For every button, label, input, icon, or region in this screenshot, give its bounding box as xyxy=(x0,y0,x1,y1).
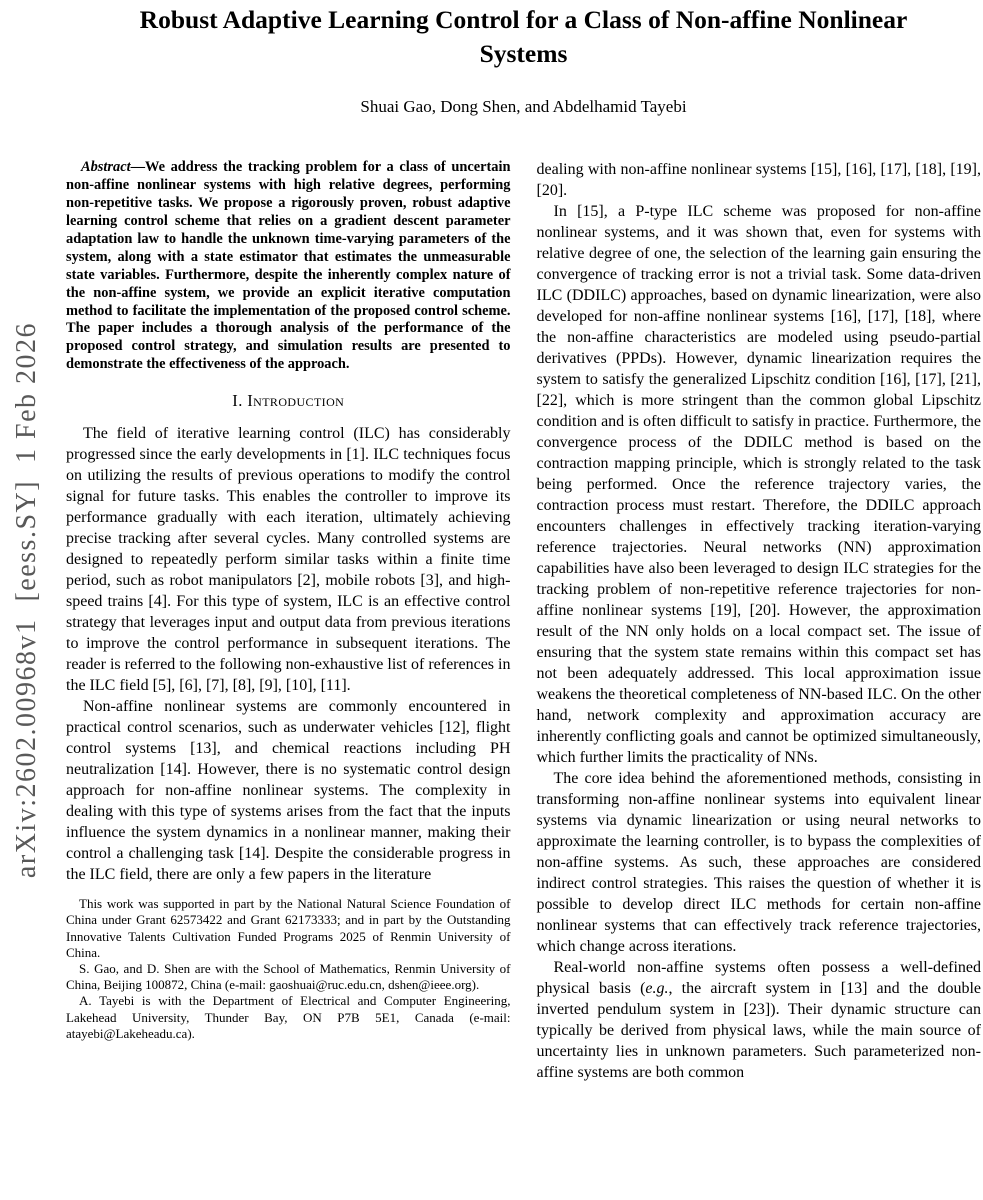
real-world-text-pre: Real-world non-affine systems often possess a well-defined physical basis ( xyxy=(536,959,981,998)
real-world-text-post: , the aircraft system in [13] and the double inverted pendulum system in [23]). Their dynamic structure can typically be derived from physical laws, while the main source of uncertainty lies in unknown parameters. Such parameterized non-affine systems are both common xyxy=(536,980,981,1082)
related-work-paragraph: In [15], a P-type ILC scheme was proposed for non-affine nonlinear systems, and it was shown that, even for systems with relative degree of one, the selection of the learning gain ensuring the convergence of tracking error is not a trivial task. Some data-driven ILC (DDILC) approaches, based on dynamic linearization, were also developed for non-affine nonlinear systems [16], [17], [18], where the non-affine characteristics are modeled using pseudo-partial derivatives (PPDs). However, dynamic linearization requires the system to satisfy the generalized Lipschitz condition [16], [17], [21], [22], which is more stringent than the common global Lipschitz condition and is often difficult to satisfy in practice. Furthermore, the convergence process of the DDILC method is based on the contraction mapping principle, which is strongly related to the task being performed. Once the reference trajectory varies, the contraction process must restart. Therefore, the DDILC approach encounters challenges in effectively tracking iteration-varying reference trajectories. Neural networks (NN) approximation capabilities have also been leveraged to design ILC strategies for the tracking problem of non-repetitive reference trajectories for non-affine nonlinear systems [19], [20]. However, the approximation result of the NN only holds on a local compact set. The issue of ensuring that the system state remains within this compact set has not been adequately addressed. This local approximation issue weakens the theoretical completeness of NN-based ILC. On the other hand, network complexity and approximation accuracy are inherently conflicting goals and cannot be optimized simultaneously, which further limits the practicality of NNs. xyxy=(536,203,981,767)
footnote-funding: This work was supported in part by the National Natural Science Foundation of China under Grant 62573422 and Grant 62173333; and in part by the Outstanding Innovative Talents Cultivation Funded Programs 2025 of Renmin University of China. xyxy=(66,896,511,960)
paper-content xyxy=(66,0,981,1083)
footnote-author-tayebi: A. Tayebi is with the Department of Electrical and Computer Engineering, Lakehead University, Thunder Bay, ON P7B 5E1, Canada (e-mail: atayebi@Lakeheadu.ca). xyxy=(66,993,511,1041)
abstract-label: Abstract xyxy=(81,159,131,176)
core-idea-paragraph: The core idea behind the aforementioned methods, consisting in transforming non-affine nonlinear systems into equivalent linear systems via dynamic linearization or using neural networks to approximate the learning controller, is to bypass the complexities of non-affine systems. As such, these approaches are considered indirect control strategies. This raises the question of whether it is possible to develop direct ILC methods for certain non-affine nonlinear systems that can effectively track reference trajectories, which change across iterations. xyxy=(536,770,981,956)
abstract-paragraph xyxy=(66,159,511,374)
abstract-text: —We address the tracking problem for a class of uncertain non-affine nonlinear systems with high relative degrees, performing non-repetitive tasks. We propose a rigorously proven, robust adaptive learning control scheme that relies on a gradient descent parameter adaptation law to handle the unknown time-varying parameters of the system, along with a state estimator that estimates the unmeasurable state variables. Furthermore, despite the inherently complex nature of the non-affine system, we provide an explicit iterative computation method to facilitate the implementation of the proposed control scheme. The paper includes a thorough analysis of the performance of the proposed control strategy, and simulation results are presented to demonstrate the effectiveness of the approach. xyxy=(66,159,511,373)
left-column xyxy=(66,159,511,1083)
two-column-layout xyxy=(66,159,981,1083)
footnotes-block xyxy=(66,896,511,1042)
intro-paragraph-1: The field of iterative learning control (ILC) has considerably progressed since the early developments in [1]. ILC techniques focus on utilizing the results of previous operations to modify the control signal for future tasks. This enables the controller to improve its performance gradually with each iteration, ultimately achieving precise tracking after several cycles. Many controlled systems are designed to repeatedly perform similar tasks within a finite time period, such as robot manipulators [2], mobile robots [3], and high-speed trains [4]. For this type of system, ILC is an effective control strategy that leverages input and output data from previous iterations to improve the control performance in subsequent iterations. The reader is referred to the following non-exhaustive list of references in the ILC field [5], [6], [7], [8], [9], [10], [11]. xyxy=(66,425,511,695)
continuation-paragraph: dealing with non-affine nonlinear systems [15], [16], [17], [18], [19], [20]. xyxy=(536,161,981,200)
real-world-text-italic: e.g. xyxy=(645,980,669,998)
paper-title: Robust Adaptive Learning Control for a Class of Non-affine Nonlinear Systems xyxy=(139,5,908,68)
footnote-authors-gao-shen: S. Gao, and D. Shen are with the School of Mathematics, Renmin University of China, Beijing 100872, China (e-mail: gaoshuai@ruc.edu.cn, dshen@ieee.org). xyxy=(66,961,511,993)
paper-authors: Shuai Gao, Dong Shen, and Abdelhamid Tayebi xyxy=(360,97,687,117)
right-column xyxy=(537,159,982,1083)
intro-paragraph-2: Non-affine nonlinear systems are commonly encountered in practical control scenarios, such as underwater vehicles [12], flight control systems [13], and chemical reactions including PH neutralization [14]. However, there is no systematic control design approach for non-affine nonlinear systems. The complexity in dealing with this type of systems arises from the fact that the inputs influence the system dynamics in a nonlinear manner, making their control a challenging task [14]. Despite the considerable progress in the ILC field, there are only a few papers in the literature xyxy=(66,698,511,884)
section-heading-introduction: I. Introduction xyxy=(232,391,345,411)
real-world-paragraph xyxy=(537,957,982,1083)
arxiv-watermark: arXiv:2602.00968v1 [eess.SY] 1 Feb 2026 xyxy=(11,321,42,879)
